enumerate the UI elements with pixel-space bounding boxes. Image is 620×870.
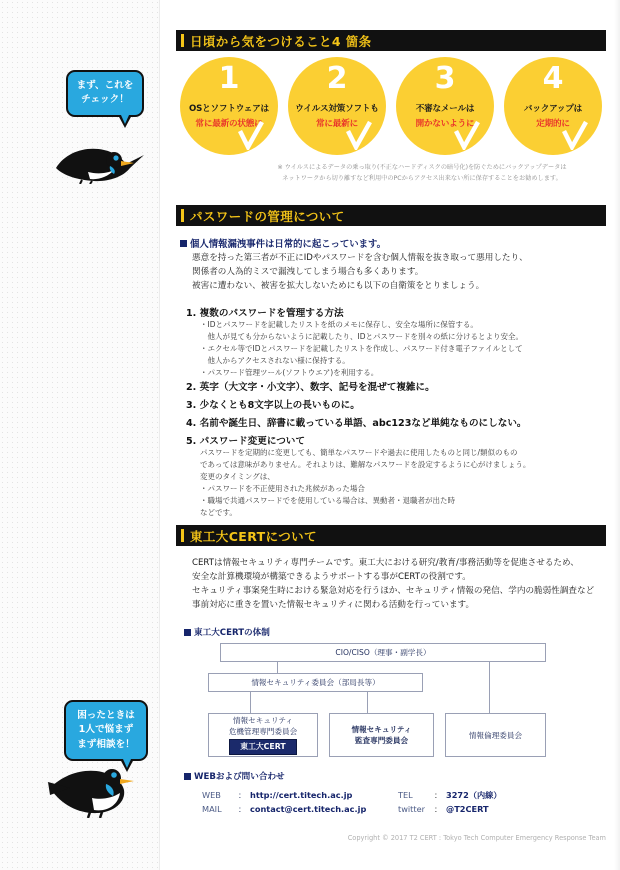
checklist-footnote bbox=[246, 163, 598, 185]
intro-line-3: 被害に遭わない、被害を拡大しないためにも以下の自衛策をとりましょう。 bbox=[192, 280, 485, 291]
org-leaf2-line-1: 情報セキュリティ bbox=[351, 725, 412, 734]
colon: ： bbox=[238, 804, 247, 815]
org-chart bbox=[202, 643, 602, 752]
password-item-1: 1. 複数のパスワードを管理する方法 bbox=[186, 308, 344, 319]
cert-paragraph bbox=[192, 557, 594, 613]
bubble-tail bbox=[118, 115, 132, 128]
circle-number: 1 bbox=[218, 61, 240, 96]
document-content bbox=[160, 0, 620, 870]
org-connector bbox=[250, 692, 251, 713]
password-item-1-details bbox=[200, 319, 523, 379]
org-connector bbox=[489, 662, 490, 713]
password-item-5: 5. パスワード変更について bbox=[186, 436, 305, 447]
twitter-value[interactable]: @T2CERT bbox=[446, 804, 489, 815]
colon: ： bbox=[238, 790, 247, 800]
detail-line: 他人からアクセスされない様に保持する。 bbox=[200, 356, 350, 365]
circle-line-2: 開かないように bbox=[415, 119, 475, 129]
checkmark-icon bbox=[562, 120, 588, 150]
contact-row-tel bbox=[398, 788, 502, 802]
bird-mascot-top-icon bbox=[52, 138, 156, 184]
contact-subtitle: WEBおよび問い合わせ bbox=[184, 770, 285, 782]
top-speech-bubble bbox=[66, 70, 144, 117]
checklist-circles bbox=[176, 57, 606, 157]
password-item-5-details bbox=[200, 447, 530, 519]
org-connector bbox=[367, 692, 368, 713]
contact-right-column bbox=[398, 788, 502, 816]
circle-line-1: OSとソフトウェアは bbox=[189, 104, 269, 114]
footnote-line-2: ネットワークから切り離すなど利用中のPCからアクセス出来ない所に保存することをお勧めします。 bbox=[282, 174, 562, 182]
section-title-cert: 東工大CERTについて bbox=[176, 525, 606, 546]
detail-line: ・パスワード管理ツール(ソフトウエア)を利用する。 bbox=[200, 368, 379, 377]
circle-line-2: 定期的に bbox=[536, 119, 570, 129]
tel-value: 3272（内線） bbox=[446, 790, 502, 800]
web-value[interactable]: http://cert.titech.ac.jp bbox=[250, 790, 353, 800]
cert-line-1: CERTは情報セキュリティ専門チームです。東工大における研究/教育/事務活動等を促進させるため、 bbox=[192, 558, 579, 568]
detail-line: ・パスワードを不正使用された兆候があった場合 bbox=[200, 484, 365, 493]
contact-row-twitter bbox=[398, 802, 502, 816]
circle-number: 3 bbox=[434, 61, 456, 96]
footnote-line-1: ※ ウイルスによるデータの乗っ取り(不正なハードディスクの暗号化)を防ぐためにバックアップデータは bbox=[277, 164, 567, 171]
checklist-circle-2 bbox=[288, 57, 386, 155]
org-chart-subtitle: 東工大CERTの体制 bbox=[184, 626, 270, 638]
org-leaf1-line-1: 情報セキュリティ bbox=[233, 715, 293, 725]
detail-line: であっては意味がありません。それよりは、難解なパスワードを設定するように心がけましょう。 bbox=[200, 460, 531, 469]
intro-line-2: 関係者の人為的ミスで漏洩してしまう場合も多くあります。 bbox=[192, 266, 424, 277]
bottom-bubble-line-1: 困ったときは bbox=[77, 710, 135, 721]
twitter-label: twitter bbox=[398, 804, 426, 815]
bottom-bubble-line-3: まず相談を！ bbox=[77, 738, 135, 750]
checklist-circle-4 bbox=[504, 57, 602, 155]
circle-line-1: バックアップは bbox=[523, 104, 583, 114]
checkmark-icon bbox=[454, 120, 480, 150]
web-label: WEB bbox=[202, 790, 221, 800]
contact-row-web bbox=[202, 788, 366, 802]
cert-line-3: セキュリティ事案発生時における緊急対応を行うほか、セキュリティ情報の発信、学内の脆弱性調査など bbox=[192, 585, 595, 596]
checkmark-icon bbox=[346, 120, 372, 150]
org-leaf1-line-2: 危機管理専門委員会 bbox=[228, 726, 298, 736]
colon: ： bbox=[434, 790, 443, 800]
circle-line-2: 常に最新に bbox=[316, 119, 358, 129]
org-box-crisis-management bbox=[208, 713, 318, 757]
password-item-2: 2. 英字（大文字・小文字）、数字、記号を混ぜて複雑に。 bbox=[186, 382, 435, 393]
detail-line: 他人が見ても分からないように記載したり、IDとパスワードを別々の紙に分けるとより安全。 bbox=[200, 332, 523, 341]
tel-label: TEL bbox=[398, 790, 413, 800]
top-bubble-line-1: まず、これを bbox=[76, 80, 134, 91]
password-item-3: 3. 少なくとも8文字以上の長いものに。 bbox=[186, 400, 360, 411]
intro-line-1: 悪意を持った第三者が不正にIDやパスワードを含む個人情報を抜き取って悪用したり、 bbox=[192, 253, 528, 263]
password-subtitle: 個人情報漏洩事件は日常的に起こっています。 bbox=[180, 236, 386, 250]
bird-mascot-bottom-icon bbox=[48, 762, 152, 818]
checklist-circle-1 bbox=[180, 57, 278, 155]
org-box-audit bbox=[329, 713, 434, 757]
colon: ： bbox=[434, 804, 443, 815]
mail-label: MAIL bbox=[202, 804, 222, 815]
bottom-speech-bubble bbox=[64, 700, 148, 761]
password-item-4: 4. 名前や誕生日、辞書に載っている単語、abc123など単純なものにしない。 bbox=[186, 418, 527, 429]
detail-line: パスワードを定期的に変更しても、簡単なパスワードや過去に使用したものと同じ/類似のもの bbox=[200, 448, 518, 457]
mail-value[interactable]: contact@cert.titech.ac.jp bbox=[250, 804, 367, 815]
cert-line-4: 事前対応に重きを置いた情報セキュリティに関わる活動を行っています。 bbox=[192, 599, 475, 610]
org-leaf2-line-2: 監査専門委員会 bbox=[354, 736, 409, 745]
org-box-cio: CIO/CISO（理事・副学長） bbox=[220, 643, 546, 662]
contact-row-mail bbox=[202, 802, 366, 816]
circle-line-1: 不審なメールは bbox=[415, 104, 475, 114]
cert-badge: 東工大CERT bbox=[229, 739, 296, 755]
circle-number: 4 bbox=[542, 61, 564, 96]
cert-line-2: 安全な計算機環境が構築できるようサポートする事がCERTの役割です。 bbox=[192, 571, 471, 582]
copyright-text: Copyright © 2017 T2 CERT : Tokyo Tech Computer Emergency Response Team bbox=[347, 834, 606, 842]
org-connector bbox=[277, 662, 278, 673]
top-bubble-line-2: チェック！ bbox=[81, 94, 129, 106]
detail-line: ・IDとパスワードを記載したリストを紙のメモに保存し、安全な場所に保管する。 bbox=[200, 320, 478, 329]
org-box-ethics: 情報倫理委員会 bbox=[445, 713, 546, 757]
password-intro bbox=[192, 252, 528, 294]
circle-line-1: ウイルス対策ソフトも bbox=[295, 104, 379, 114]
circle-line-2: 常に最新の状態に bbox=[195, 119, 263, 129]
checklist-circle-3 bbox=[396, 57, 494, 155]
detail-line: ・職場で共通パスワードでを使用している場合は、異動者・退職者が出た時 bbox=[200, 496, 455, 505]
checkmark-icon bbox=[238, 120, 264, 150]
section-title-password: パスワードの管理について bbox=[176, 205, 606, 226]
org-box-committee: 情報セキュリティ委員会（部局長等） bbox=[208, 673, 423, 692]
bottom-bubble-line-2: 1人で悩まず bbox=[78, 724, 134, 736]
circle-number: 2 bbox=[326, 61, 348, 96]
detail-line: などです。 bbox=[200, 508, 237, 517]
detail-line: ・エクセル等でIDとパスワードを記載したリストを作成し、パスワード付き電子ファイルとして bbox=[200, 344, 523, 353]
section-title-daily: 日頃から気をつけること4 箇条 bbox=[176, 30, 606, 51]
contact-left-column bbox=[202, 788, 366, 816]
detail-line: 変更のタイミングは、 bbox=[200, 472, 275, 481]
